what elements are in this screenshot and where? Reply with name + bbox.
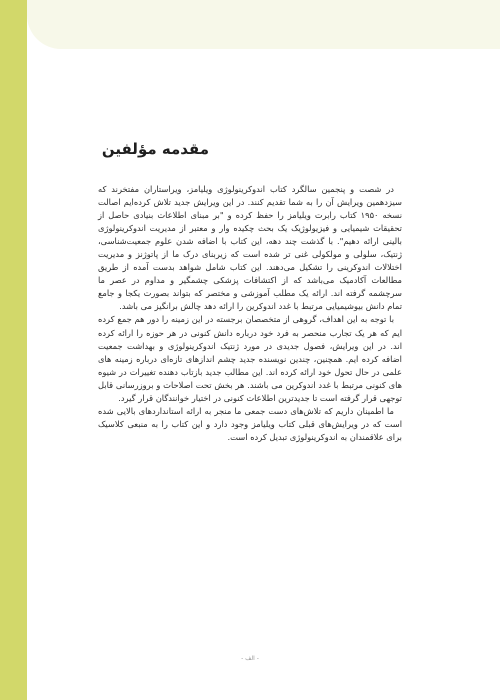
page-number: - الف -	[241, 655, 259, 662]
header-band	[27, 0, 500, 49]
page-title: مقدمه مؤلفین	[101, 140, 209, 158]
paragraph: ما اطمینان داریم که تلاش‌های دست جمعی ما منجر به ارائه استانداردهای بالایی شده است که در ویرایش‌های قبلی کتاب ویلیامز وجود دارد و این کتاب را به منبعی کلاسیک برای علاقمندان به اندوکرینولوژی تبدیل کرده است.	[98, 405, 402, 442]
body-text	[98, 183, 402, 444]
side-accent-bar	[0, 0, 27, 700]
paragraph: در شصت و پنجمین سالگرد کتاب اندوکرینولوژی ویلیامز، ویراستاران مفتخرند که سیزدهمین ویرایش آن را به شما تقدیم کنند. در این ویرایش جدید تلاش کرده‌ایم اصالت نسخه ۱۹۵۰ کتاب رابرت ویلیامز را حفظ کرده و "بر مبنای اطلاعات بنیادی حاصل از تحقیقات شیمیایی و فیزیولوژیک یک بحث چکیده وار و معتبر از مدیریت اندوکرینولوژی بالینی ارائه دهیم". با گذشت چند دهه، این کتاب با اضافه شدن علوم جمعیت‌شناسی، ژنتیک، سلولی و مولکولی غنی تر شده است که زیربنای درک ما از پاتوژنز و مدیریت اختلالات اندوکرینی را تشکیل می‌دهند. این کتاب شامل شواهد بدست آمده از طریق مطالعات آکادمیک می‌باشد که از اکتشافات پزشکی چشمگیر و مداوم در عصر ما سرچشمه گرفته اند. ارائه یک مطلب آموزشی و مختصر که بتواند بصورت یکجا و جامع تمام دانش بیوشیمیایی مرتبط با غدد اندوکرین را ارائه دهد چالش برانگیز می باشد.	[98, 184, 402, 312]
paragraph: با توجه به این اهداف، گروهی از متخصصان برجسته در این زمینه را دور هم جمع کرده ایم که هر یک تجارب منحصر به فرد خود درباره دانش کنونی در هر حوزه را ارائه کرده اند. در این ویرایش، فصول جدیدی در مورد ژنتیک اندوکرینولوژی و بهداشت جمعیت اضافه کرده ایم. همچنین، چندین نویسنده جدید چشم اندازهای تازه‌ای درباره زمینه های علمی در حال تحول خود ارائه کرده اند. این مطالب جدید بازتاب دهنده تغییرات در شیوه های کنونی مرتبط با غدد اندوکرین می باشند. هر بخش تحت اصلاحات و بروزرسانی قابل توجهی قرار گرفته است تا جدیدترین اطلاعات کنونی در اختیار خوانندگان قرار گیرد.	[98, 314, 402, 403]
